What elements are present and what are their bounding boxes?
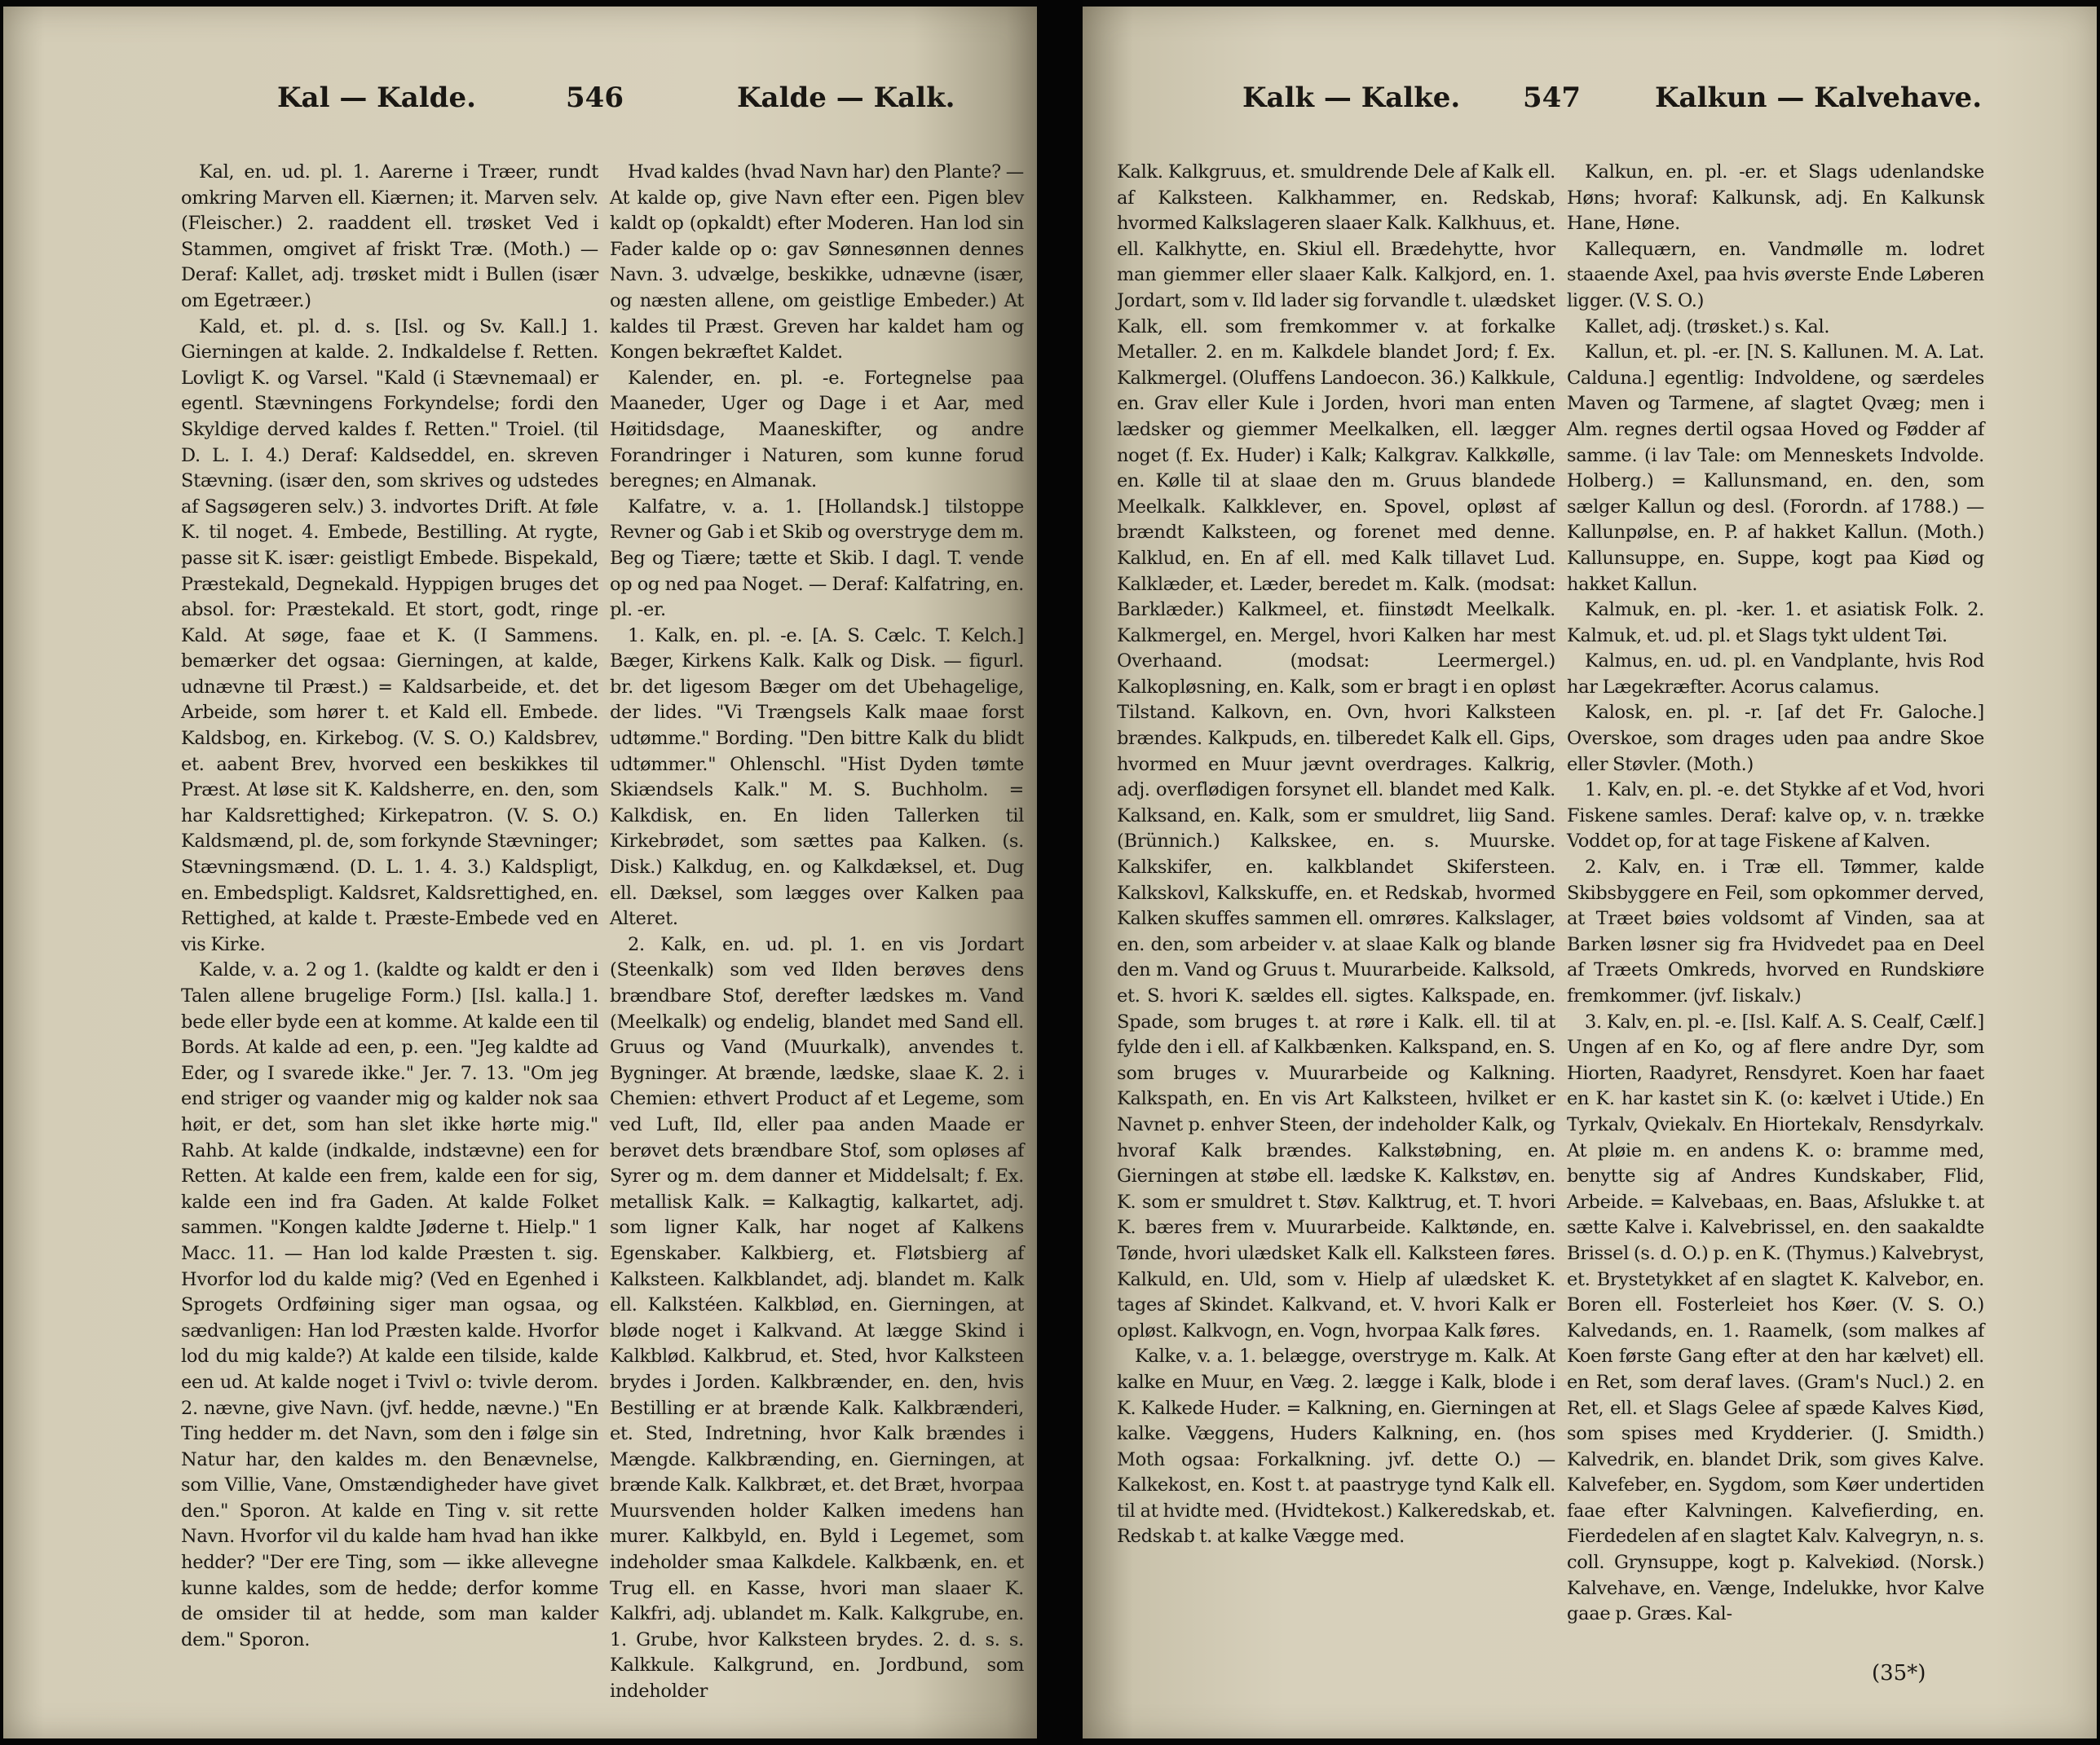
dictionary-entry: Kald, et. pl. d. s. [Isl. og Sv. Kall.] 1. Gierningen at kalde. 2. Indkaldelse f. Retten. Lovligt K. og Varsel. "Kald (i Stævnemaal) er egentl. Stævningens Forkyndelse; fordi den Skyldige derved kaldes f. Retten." Troiel. (til D. L. I. 4.) Deraf: Kaldseddel, en. skreven Stævning. (især den, som skrives og udstedes af Sagsøgeren selv.) 3. indvortes Drift. At føle K. til noget. 4. Embede, Bestilling. At rygte, passe sit K. især: geistligt Embede. Bispekald, Præstekald, Degnekald. Hyppigen bruges det absol. for: Præstekald. Et stort, godt, ringe Kald. At søge, faae et K. (I Sammens. bemærker det ogsaa: Gierningen, at kalde, udnævne til Præst.) = Kaldsarbeide, et. det Arbeide, som hører t. et Kald ell. Embede. Kaldsbog, en. Kirkebog. (V. S. O.) Kaldsbrev, et. aabent Brev, hvorved een beskikkes til Præst. At løse sit K. Kaldsherre, en. den, som har Kaldsrettighed; Kirkepatron. (V. S. O.) Kaldsmænd, pl. de, som forkynde Stævninger; Stævningsmænd. (D. L. 1. 4. 3.) Kaldspligt, en. Embedspligt. Kaldsret, Kaldsrettighed, en. Rettighed, at kalde t. Præste-Embede ved en vis Kirke.: [181, 315, 598, 955]
signature-mark: (35*): [1872, 1661, 1926, 1686]
left-page-number: 546: [566, 82, 624, 114]
dictionary-column-4: [1567, 160, 1984, 1628]
dictionary-entry: Kallequærn, en. Vandmølle m. lodret staaende Axel, paa hvis øverste Ende Løberen ligger. (V. S. O.): [1567, 238, 1984, 311]
dictionary-entry: Kalde, v. a. 2 og 1. (kaldte og kaldt er den i Talen allene brugelige Form.) [Isl. kalla.] 1. bede eller byde een at komme. At kalde een til Bords. At kalde ad een, p. een. "Jeg kaldte ad Eder, og I svarede ikke." Jer. 7. 13. "Om jeg end striger og vaander mig og kalder nok saa høit, er det, som han slet ikke hørte mig." Rahb. At kalde (indkalde, indstævne) een for Retten. At kalde een frem, kalde een for sig, kalde een ind fra Gaden. At kalde Folket sammen. "Kongen kaldte Jøderne t. Hielp." 1 Macc. 11. — Han lod kalde Præsten t. sig. Hvorfor lod du kalde mig? (Ved en Egenhed i Sprogets Ordføining siger man ogsaa, og sædvanligen: Han lod Præsten kalde. Hvorfor lod du mig kalde?) At kalde een tilside, kalde een ud. At kalde noget i Tvivl o: tvivle derom. 2. nævne, give Navn. (jvf. hedde, nævne.) "En Ting hedder m. det Navn, som den i følge sin Natur har, den kaldes m. den Benævnelse, som Villie, Vane, Omstændigheder have givet den." Sporon. At kalde en Ting v. sit rette Navn. Hvorfor vil du kalde ham hvad han ikke hedder? "Der ere Ting, som — ikke allevegne kunne kaldes, som de hedde; derfor komme de omsider til at hedde, som man kalder dem." Sporon.: [181, 959, 598, 1650]
right-page-header-right: Kalkun — Kalvehave.: [1655, 82, 1983, 114]
dictionary-entry: 2. Kalv, en. i Træ ell. Tømmer, kalde Skibsbyggere en Feil, som opkommer derved, at Træet bøies voldsomt af Vinden, saa at Barken løsner sig fra Hvidvedet paa en Deel af Træets Omkreds, hvorved en Rundskiøre fremkommer. (jvf. Iiskalv.): [1567, 857, 1984, 1007]
dictionary-entry: Kalmuk, en. pl. -ker. 1. et asiatisk Folk. 2. Kalmuk, et. ud. pl. et Slags tykt uldent Tøi.: [1567, 599, 1984, 646]
dictionary-entry: Kalmus, en. ud. pl. en Vandplante, hvis Rod har Lægekræfter. Acorus calamus.: [1567, 650, 1984, 698]
dictionary-column-3: [1117, 160, 1555, 1550]
left-page-header-right: Kalde — Kalk.: [737, 82, 955, 114]
dictionary-entry: Kallun, et. pl. -er. [N. S. Kallunen. M. A. Lat. Calduna.] egentlig: Indvoldene, og særdeles Maven og Tarmene, af slagtet Qvæg; men i Alm. regnes dertil ogsaa Hoved og Fødder af samme. (i lav Tale: om Menneskets Indvolde. Holberg.) = Kallunsmand, en. den, som sælger Kallun og desl. (Forordn. af 1788.) — Kallunpølse, en. P. af hakket Kallun. (Moth.) Kallunsuppe, en. Suppe, kogt paa Kiød og hakket Kallun.: [1567, 342, 1984, 595]
book-gutter: [1037, 0, 1083, 1745]
left-page-header-left: Kal — Kalde.: [277, 82, 476, 114]
dictionary-entry: Kalosk, en. pl. -r. [af det Fr. Galoche.] Overskoe, som drages uden paa andre Skoe eller Støvler. (Moth.): [1567, 702, 1984, 775]
dictionary-entry: Kalkun, en. pl. -er. et Slags udenlandske Høns; hvoraf: Kalkunsk, adj. En Kalkunsk Hane, Høne.: [1567, 161, 1984, 235]
right-page: [1083, 7, 2097, 1738]
dictionary-column-1: [181, 160, 598, 1653]
left-page: [3, 7, 1037, 1738]
right-page-header-left: Kalk — Kalke.: [1242, 82, 1461, 114]
dictionary-entry: 1. Kalk, en. pl. -e. [A. S. Cælc. T. Kelch.] Bæger, Kirkens Kalk. Kalk og Disk. — figurl. br. det ligesom Bæger om det Ubehagelige, der lides. "Vi Trængsels Kalk maae forst udtømme." Bording. "Den bittre Kalk du blidt udtømmer." Ohlenschl. "Hist Dyden tømte Skiændsels Kalk." M. S. Buchholm. = Kalkdisk, en. En liden Tallerken til Kirkebrødet, som sættes paa Kalken. (s. Disk.) Kalkdug, en. og Kalkdæksel, et. Dug ell. Dæksel, som lægges over Kalken paa Alteret.: [610, 624, 1024, 930]
right-page-number: 547: [1523, 82, 1581, 114]
dictionary-entry: Hvad kaldes (hvad Navn har) den Plante? — At kalde op, give Navn efter een. Pigen blev kaldt op (opkaldt) efter Moderen. Han lod sin Fader kalde op o: gav Sønnesønnen dennes Navn. 3. udvælge, beskikke, udnævne (især, og næsten allene, om geistlige Embeder.) At kaldes til Præst. Greven har kaldet ham og Kongen bekræftet Kaldet.: [610, 161, 1024, 364]
dictionary-entry: 3. Kalv, en. pl. -e. [Isl. Kalf. A. S. Cealf, Cælf.] Ungen af en Ko, og af flere andre Dyr, som Hiorten, Raadyret, Rensdyret. Koen har faaet en K. har kastet sin K. (o: kælvet i Utide.) En Tyrkalv, Qviekalv. En Hiortekalv, Rensdyrkalv. At pløie m. en andens K. o: bramme med, benytte sig af Andres Kundskaber, Flid, Arbeide. = Kalvebaas, en. Baas, Afslukke t. at sætte Kalve i. Kalvebrissel, en. den saakaldte Brissel (s. d. O.) p. en K. (Thymus.) Kalvebryst, et. Brystetykket af en slagtet K. Kalvebor, en. Boren ell. Fosterleiet hos Køer. (V. S. O.) Kalvedands, en. 1. Raamelk, (som malkes af Koen første Gang efter at den har kælvet) ell. en Ret, som deraf laves. (Gram's Nucl.) 2. en Ret, ell. et Slags Gelee af spæde Kalves Kiød, som spises med Krydderier. (J. Smidth.) Kalvedrik, en. blandet Drik, som gives Kalve. Kalvefeber, en. Sygdom, som Køer undertiden faae efter Kalvningen. Kalvefierding, en. Fierdedelen af en slagtet Kalv. Kalvegryn, n. s. coll. Grynsuppe, kogt p. Kalvekiød. (Norsk.) Kalvehave, en. Vænge, Indelukke, hvor Kalve gaae p. Græs. Kal-: [1567, 1011, 1984, 1625]
dictionary-entry: Kal, en. ud. pl. 1. Aarerne i Træer, rundt omkring Marven ell. Kiærnen; it. Marven selv. (Fleischer.) 2. raaddent ell. trøsket Ved i Stammen, omgivet af friskt Træ. (Moth.) — Deraf: Kallet, adj. trøsket midt i Bullen (især om Egetræer.): [181, 161, 598, 311]
dictionary-entry: Kallet, adj. (trøsket.) s. Kal.: [1585, 315, 1830, 337]
dictionary-entry: Kalk. Kalkgruus, et. smuldrende Dele af Kalk ell. af Kalksteen. Kalkhammer, en. Redskab, hvormed Kalkslageren slaaer Kalk. Kalkhuus, et. ell. Kalkhytte, en. Skiul ell. Brædehytte, hvor man giemmer eller slaaer Kalk. Kalkjord, en. 1. Jordart, som v. Ild lader sig forvandle t. ulædsket Kalk, ell. som fremkommer v. at forkalke Metaller. 2. en m. Kalkdele blandet Jord; f. Ex. Kalkmergel. (Oluffens Landoecon. 36.) Kalkkule, en. Grav eller Kule i Jorden, hvori man enten lædsker og giemmer Meelkalken, ell. lægger noget (f. Ex. Huder) i Kalk; Kalkgrav. Kalkkølle, en. Kølle til at slaae den m. Gruus blandede Meelkalk. Kalkklever, en. Spovel, opløst af brændt Kalksteen, og forenet med denne. Kalklud, en. En af ell. med Kalk tillavet Lud. Kalklæder, et. Læder, beredet m. Kalk. (modsat: Barklæder.) Kalkmeel, et. fiinstødt Meelkalk. Kalkmergel, en. Mergel, hvori Kalken har mest Overhaand. (modsat: Leermergel.) Kalkopløsning, en. Kalk, som er bragt i en opløst Tilstand. Kalkovn, en. Ovn, hvori Kalksteen brændes. Kalkpuds, en. tilberedet Kalk ell. Gips, hvormed en Muur jævnt overdrages. Kalkrig, adj. overflødigen forsynet ell. blandet med Kalk. Kalksand, en. Kalk, som er smuldret, liig Sand. (Brünnich.) Kalkskee, en. s. Muurske. Kalkskifer, en. kalkblandet Skifersteen. Kalkskovl, Kalkskuffe, en. et Redskab, hvormed Kalken skuffes sammen ell. omrøres. Kalkslager, en. den, som arbeider v. at slaae Kalk og blande den m. Vand og Gruus t. Muurarbeide. Kalksold, et. S. hvori K. sældes ell. sigtes. Kalkspade, en. Spade, som bruges t. at røre i Kalk. ell. til at fylde den i ell. af Kalkbænken. Kalkspand, en. S. som bruges v. Muurarbeide og Kalkning. Kalkspath, en. En vis Art Kalksteen, hvilket er Navnet p. enhver Steen, der indeholder Kalk, og hvoraf Kalk brændes. Kalkstøbning, en. Gierningen at støbe ell. lædske K. Kalkstøv, en. K. som er smuldret t. Støv. Kalktrug, et. T. hvori K. bæres frem v. Muurarbeide. Kalktønde, en. Tønde, hvori ulædsket Kalk ell. Kalksteen føres. Kalkuld, en. Uld, som v. Hielp af ulædsket K. tages af Skindet. Kalkvand, et. V. hvori Kalk er opløst. Kalkvogn, en. Vogn, hvorpaa Kalk føres.: [1117, 161, 1555, 1342]
dictionary-entry: Kalfatre, v. a. 1. [Hollandsk.] tilstoppe Revner og Gab i et Skib og overstryge dem m. Beg og Tiære; tætte et Skib. I dagl. T. vende op og ned paa Noget. — Deraf: Kalfatring, en. pl. -er.: [610, 496, 1024, 621]
dictionary-column-2: [610, 160, 1024, 1705]
dictionary-entry: Kalke, v. a. 1. belægge, overstryge m. Kalk. At kalke en Muur, en Væg. 2. lægge i Kalk, blode i K. Kalkede Huder. = Kalkning, en. Gierningen at kalke. Væggens, Huders Kalkning, en. (hos Moth ogsaa: Forkalkning. jvf. dette O.) — Kalkekost, en. Kost t. at paastryge tynd Kalk ell. til at hvidte med. (Hvidtekost.) Kalkeredskab, et. Redskab t. at kalke Vægge med.: [1117, 1346, 1555, 1548]
dictionary-entry: 2. Kalk, en. ud. pl. 1. en vis Jordart (Steenkalk) som ved Ilden berøves dens brændbare Stof, derefter lædskes m. Vand (Meelkalk) og endelig, blandet med Sand ell. Gruus og Vand (Muurkalk), anvendes t. Bygninger. At brænde, lædske, slaae K. 2. i Chemien: ethvert Product af et Legeme, som ved Luft, Ild, eller paa anden Maade er berøvet dets brændbare Stof, som opløses af Syrer og m. dem danner et Middelsalt; f. Ex. metallisk Kalk. = Kalkagtig, kalkartet, adj. som ligner Kalk, har noget af Kalkens Egenskaber. Kalkbierg, et. Fløtsbierg af Kalksteen. Kalkblandet, adj. blandet m. Kalk ell. Kalkstéen. Kalkblød, en. Gierningen, at bløde noget i Kalkvand. At lægge Skind i Kalkblød. Kalkbrud, et. Sted, hvor Kalksteen brydes i Jorden. Kalkbrænder, en. den, hvis Bestilling er at brænde Kalk. Kalkbrænderi, et. Sted, Indretning, hvor Kalk brændes i Mængde. Kalkbrænding, en. Gierningen, at brænde Kalk. Kalkbræt, et. det Bræt, hvorpaa Muursvenden holder Kalken imedens han murer. Kalkbyld, en. Byld i Legemet, som indeholder smaa Kalkdele. Kalkbænk, en. et Trug ell. en Kasse, hvori man slaaer K. Kalkfri, adj. ublandet m. Kalk. Kalkgrube, en. 1. Grube, hvor Kalksteen brydes. 2. d. s. s. Kalkkule. Kalkgrund, en. Jordbund, som indeholder: [610, 933, 1024, 1703]
dictionary-entry: 1. Kalv, en. pl. -e. det Stykke af et Vod, hvori Fiskene samles. Deraf: kalve op, v. n. trække Voddet op, for at tage Fiskene af Kalven.: [1567, 779, 1984, 853]
dictionary-entry: Kalender, en. pl. -e. Fortegnelse paa Maaneder, Uger og Dage i et Aar, med Høitidsdage, Maaneskifter, og andre Forandringer i Naturen, som kunne forud beregnes; en Almanak.: [610, 367, 1024, 492]
